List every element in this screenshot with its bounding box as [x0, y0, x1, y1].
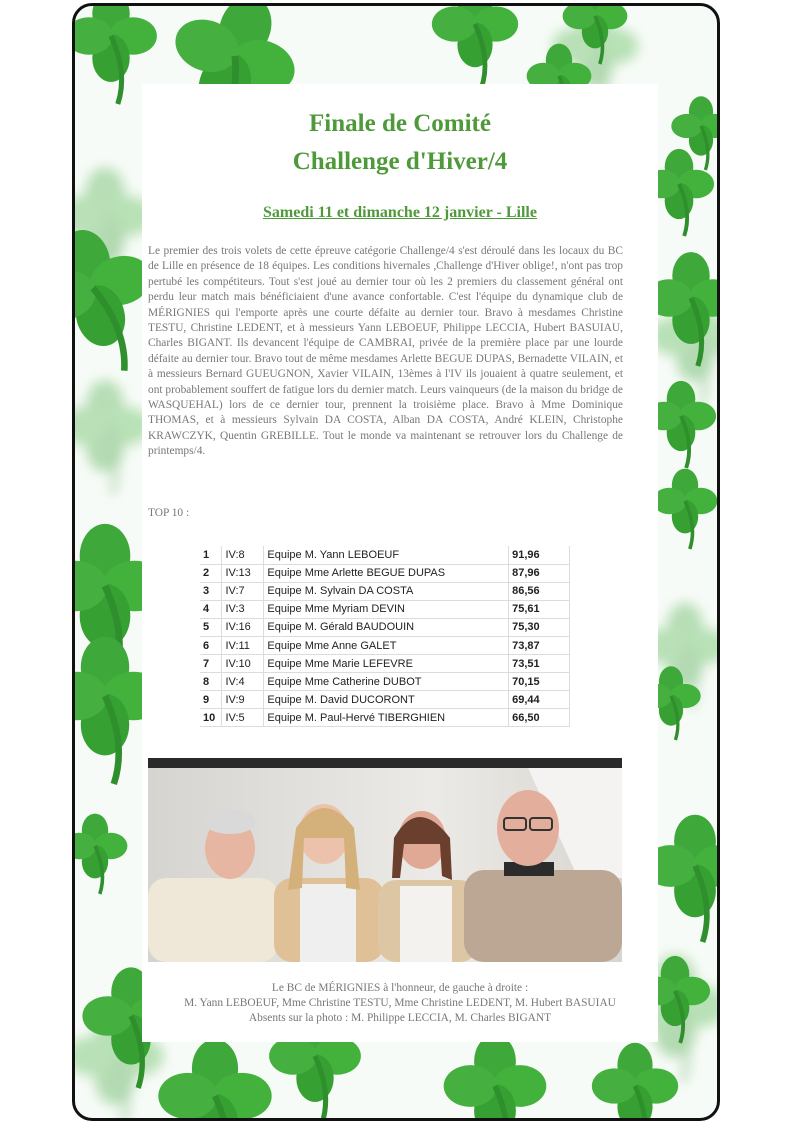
ranking-rank-cell: 10 — [200, 709, 222, 727]
ranking-rank-cell: 6 — [200, 636, 222, 654]
ranking-team-cell: Equipe Mme Marie LEFEVRE — [264, 655, 509, 673]
ranking-code-cell: IV:4 — [222, 673, 264, 691]
ranking-team-cell: Equipe Mme Catherine DUBOT — [264, 673, 509, 691]
ranking-rank-cell: 9 — [200, 691, 222, 709]
ranking-code-cell: IV:16 — [222, 618, 264, 636]
photo-caption — [142, 981, 658, 1026]
table-row — [200, 600, 570, 618]
ranking-table — [200, 546, 570, 727]
group-photo — [148, 758, 622, 962]
page-title: Finale de Comité — [309, 110, 491, 137]
ranking-rank-cell: 3 — [200, 582, 222, 600]
page-subtitle-heading: Challenge d'Hiver/4 — [292, 148, 508, 175]
ranking-score-cell: 70,15 — [509, 673, 570, 691]
ranking-rank-cell: 8 — [200, 673, 222, 691]
ranking-team-cell: Equipe M. Gérald BAUDOUIN — [264, 618, 509, 636]
ranking-team-cell: Equipe M. David DUCORONT — [264, 691, 509, 709]
ranking-rank-cell: 5 — [200, 618, 222, 636]
clover-icon — [75, 814, 127, 894]
ranking-rank-cell: 2 — [200, 564, 222, 582]
ranking-team-cell: Equipe M. Sylvain DA COSTA — [264, 582, 509, 600]
ranking-code-cell: IV:9 — [222, 691, 264, 709]
ranking-code-cell: IV:11 — [222, 636, 264, 654]
ranking-rank-cell: 7 — [200, 655, 222, 673]
table-row — [200, 691, 570, 709]
ranking-score-cell: 86,56 — [509, 582, 570, 600]
table-row — [200, 582, 570, 600]
ranking-score-cell: 75,30 — [509, 618, 570, 636]
caption-line: M. Yann LEBOEUF, Mme Christine TESTU, Mme Christine LEDENT, M. Hubert BASUIAU — [184, 997, 616, 1009]
ranking-code-cell: IV:3 — [222, 600, 264, 618]
ranking-code-cell: IV:8 — [222, 546, 264, 564]
ranking-score-cell: 69,44 — [509, 691, 570, 709]
ranking-score-cell: 73,51 — [509, 655, 570, 673]
caption-line: Le BC de MÉRIGNIES à l'honneur, de gauche à droite : — [271, 982, 529, 994]
table-row — [200, 564, 570, 582]
ranking-score-cell: 91,96 — [509, 546, 570, 564]
event-date: Samedi 11 et dimanche 12 janvier - Lille — [263, 204, 537, 221]
table-row — [200, 673, 570, 691]
table-row — [200, 546, 570, 564]
clover-icon — [653, 469, 718, 549]
document-frame — [72, 3, 720, 1121]
ranking-code-cell: IV:7 — [222, 582, 264, 600]
clover-icon — [158, 1039, 271, 1121]
ranking-rank-cell: 1 — [200, 546, 222, 564]
caption-line: Absents sur la photo : M. Philippe LECCIA, M. Charles BIGANT — [248, 1012, 552, 1024]
ranking-code-cell: IV:5 — [222, 709, 264, 727]
ranking-score-cell: 66,50 — [509, 709, 570, 727]
ranking-team-cell: Equipe M. Paul-Hervé TIBERGHIEN — [264, 709, 509, 727]
table-row — [200, 636, 570, 654]
table-row — [200, 618, 570, 636]
clover-icon — [444, 1035, 547, 1121]
ranking-team-cell: Equipe M. Yann LEBOEUF — [264, 546, 509, 564]
ranking-rank-cell: 4 — [200, 600, 222, 618]
table-row — [200, 709, 570, 727]
ranking-score-cell: 73,87 — [509, 636, 570, 654]
clover-icon — [432, 6, 518, 88]
ranking-score-cell: 75,61 — [509, 600, 570, 618]
clover-icon — [592, 1043, 678, 1121]
ranking-code-cell: IV:13 — [222, 564, 264, 582]
ranking-team-cell: Equipe Mme Anne GALET — [264, 636, 509, 654]
ranking-score-cell: 87,96 — [509, 564, 570, 582]
top10-label: TOP 10 : — [148, 507, 190, 519]
group-photo-illustration — [148, 758, 622, 962]
ranking-team-cell: Equipe Mme Arlette BEGUE DUPAS — [264, 564, 509, 582]
article-paragraph: Le premier des trois volets de cette épreuve catégorie Challenge/4 s'est déroulé dans les locaux du BC de Lille en présence de 18 équipes. Les conditions hivernales ,Challenge d'Hiver oblige!, n'ont pas trop pertubé les compétiteurs. Tout s'est joué au dernier tour où les 2 premiers du classement général ont perdu leur match mais bénéficiaient d'une avance confortable. C'est l'équipe du dynamique club de MÉRIGNIES qui l'emporte après une courte défaite au dernier tour. Bravo à mesdames Christine TESTU, Christine LEDENT, et à messieurs Yann LEBOEUF, Philippe LECCIA, Hubert BASUIAU, Charles BIGANT. Ils devancent l'équipe de CAMBRAI, privée de la première place par une lourde défaite au dernier tour. Bravo tout de même mesdames Arlette BEGUE DUPAS, Bernadette VILAIN, et à messieurs Bernard GUEUGNON, Xavier VILAIN, 13èmes à l'IV ils jouaient à quatre seulement, et ont probablement souffert de fatigue lors du dernier match. Leurs vainqueurs (de la maison du bridge de WASQUEHAL) lors de ce dernier tour, prennent la troisième place. Bravo à Mme Dominique THOMAS, et à messieurs Sylvain DA COSTA, Alban DA COSTA, André KLEIN, Christophe KRAWCZYK, Quentin GREBILLE. Tout le monde va maintenant se retrouver lors du Challenge de printemps/4. — [148, 245, 623, 458]
article-page — [142, 84, 658, 1042]
ranking-team-cell: Equipe Mme Myriam DEVIN — [264, 600, 509, 618]
ranking-code-cell: IV:10 — [222, 655, 264, 673]
table-row — [200, 655, 570, 673]
